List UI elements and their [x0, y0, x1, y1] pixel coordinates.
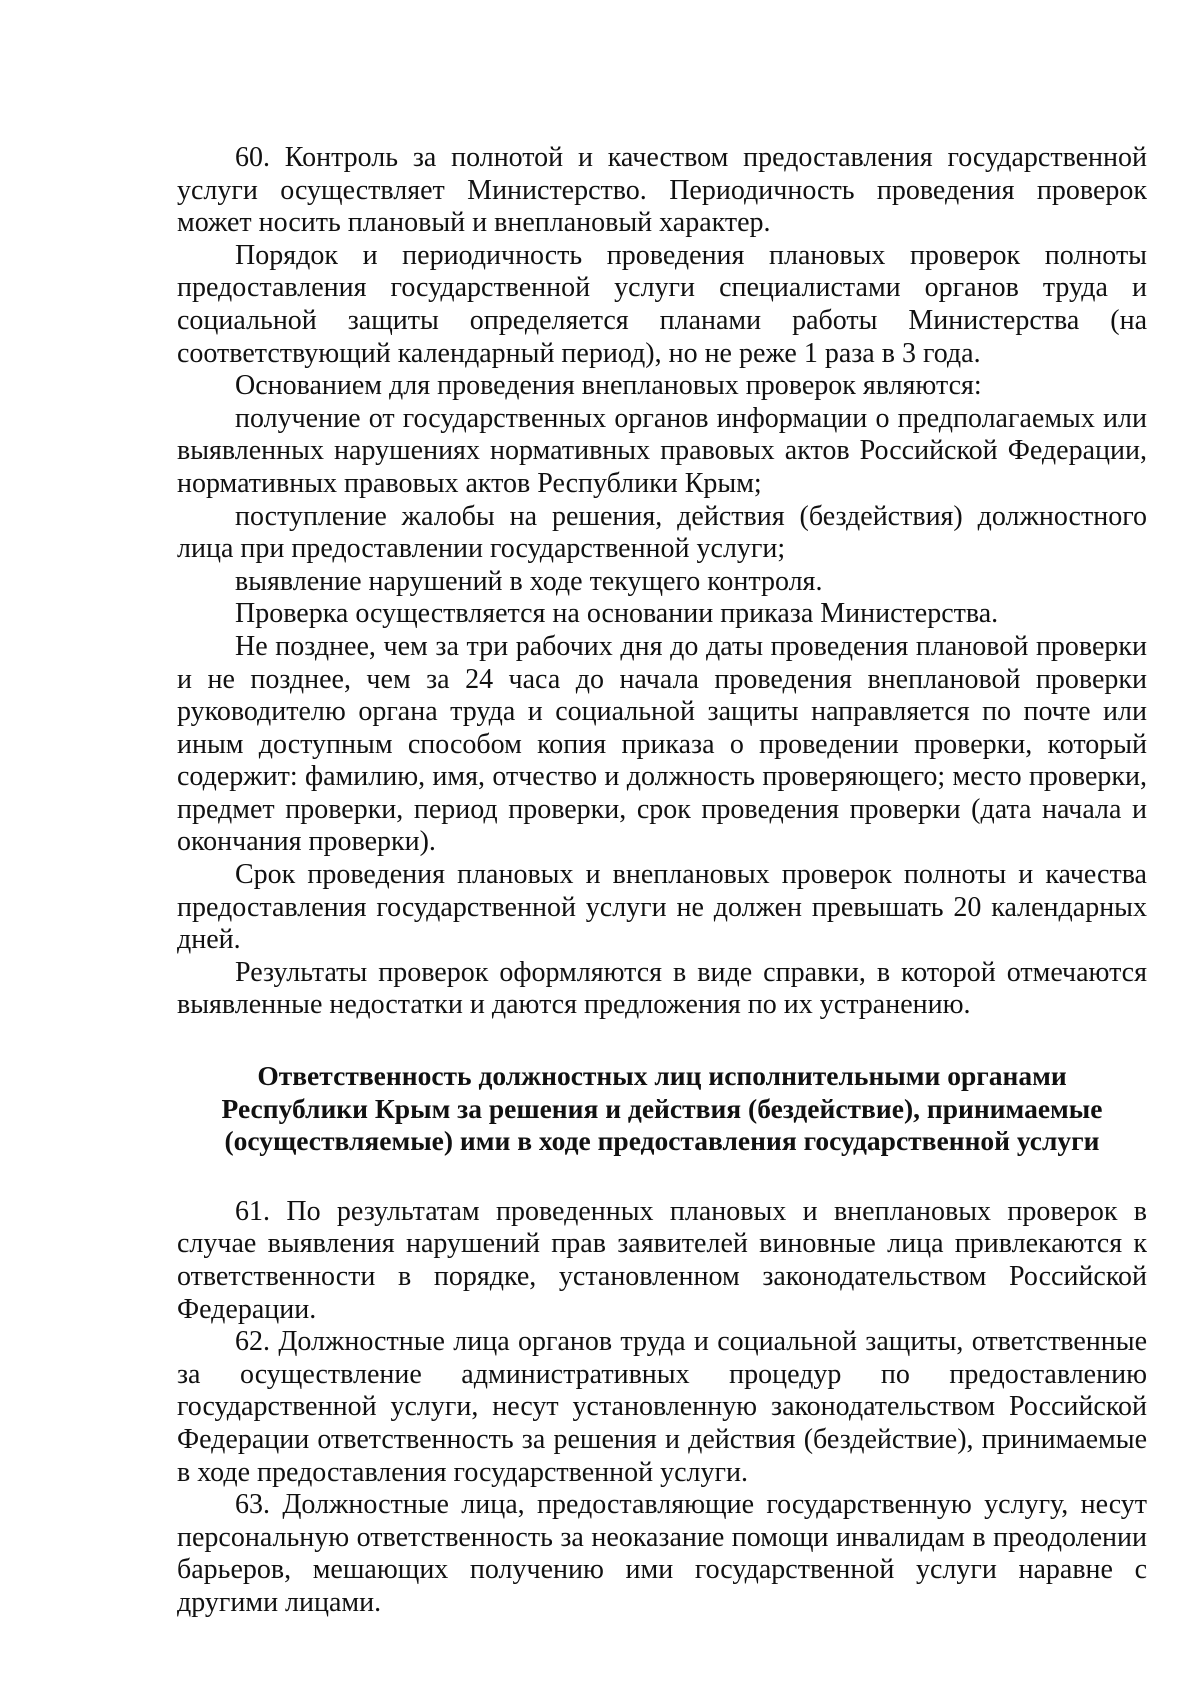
heading-line-1: Ответственность должностных лиц исполнительными органами	[257, 1060, 1067, 1092]
paragraph-unplanned-grounds: Основанием для проведения внеплановых проверок являются:	[235, 370, 982, 402]
heading-line-3: (осуществляемые) ими в ходе предоставления государственной услуги	[224, 1125, 1100, 1157]
paragraph-check-notice: Не позднее, чем за три рабочих дня до даты проведения плановой проверки и не позднее, чем за 24 часа до начала проведения внеплановой проверки руководителю органа труда и социальной защиты направляется по почте или иным доступным способом копия приказа о проведении проверки, который содержит: фамилию, имя, отчество и должность проверяющего; место проверки, предмет проверки, период проверки, срок проведения проверки (дата начала и окончания проверки).	[177, 630, 1147, 858]
paragraph-60: 60. Контроль за полнотой и качеством предоставления государственной услуги осуществляет Министерство. Периодичность проведения проверок может носить плановый и внеплановый характер.	[177, 142, 1147, 239]
paragraph-ground-violations: выявление нарушений в ходе текущего контроля.	[235, 565, 823, 597]
paragraph-62: 62. Должностные лица органов труда и социальной защиты, ответственные за осуществление административных процедур по предоставлению государственной услуги, несут установленную законодательством Российской Федерации ответственность за решения и действия (бездействие), принимаемые в ходе предоставления государственной услуги.	[177, 1326, 1147, 1488]
paragraph-63: 63. Должностные лица, предоставляющие государственную услугу, несут персональную ответственность за неоказание помощи инвалидам в преодолении барьеров, мешающих получению ими государственной услуги наравне с другими лицами.	[177, 1489, 1147, 1618]
paragraph-check-order: Проверка осуществляется на основании приказа Министерства.	[235, 598, 999, 630]
paragraph-check-duration: Срок проведения плановых и внеплановых проверок полноты и качества предоставления государственной услуги не должен превышать 20 календарных дней.	[177, 859, 1147, 956]
paragraph-ground-information: получение от государственных органов информации о предполагаемых или выявленных нарушениях нормативных правовых актов Российской Федерации, нормативных правовых актов Республики Крым;	[177, 402, 1147, 499]
paragraph-planned-checks: Порядок и периодичность проведения плановых проверок полноты предоставления государственной услуги специалистами органов труда и социальной защиты определяется планами работы Министерства (на соответствующий календарный период), но не реже 1 раза в 3 года.	[177, 239, 1147, 369]
document-body	[177, 142, 1147, 1620]
paragraph-61: 61. По результатам проведенных плановых и внеплановых проверок в случае выявления нарушений прав заявителей виновные лица привлекаются к ответственности в порядке, установленном законодательством Российской Федерации.	[177, 1195, 1147, 1325]
heading-line-2: Республики Крым за решения и действия (бездействие), принимаемые	[221, 1092, 1103, 1124]
section-heading	[177, 1060, 1147, 1158]
paragraph-check-results: Результаты проверок оформляются в виде справки, в которой отмечаются выявленные недостатки и даются предложения по их устранению.	[177, 956, 1147, 1021]
paragraph-ground-complaint: поступление жалобы на решения, действия (бездействия) должностного лица при предоставлении государственной услуги;	[177, 500, 1147, 565]
